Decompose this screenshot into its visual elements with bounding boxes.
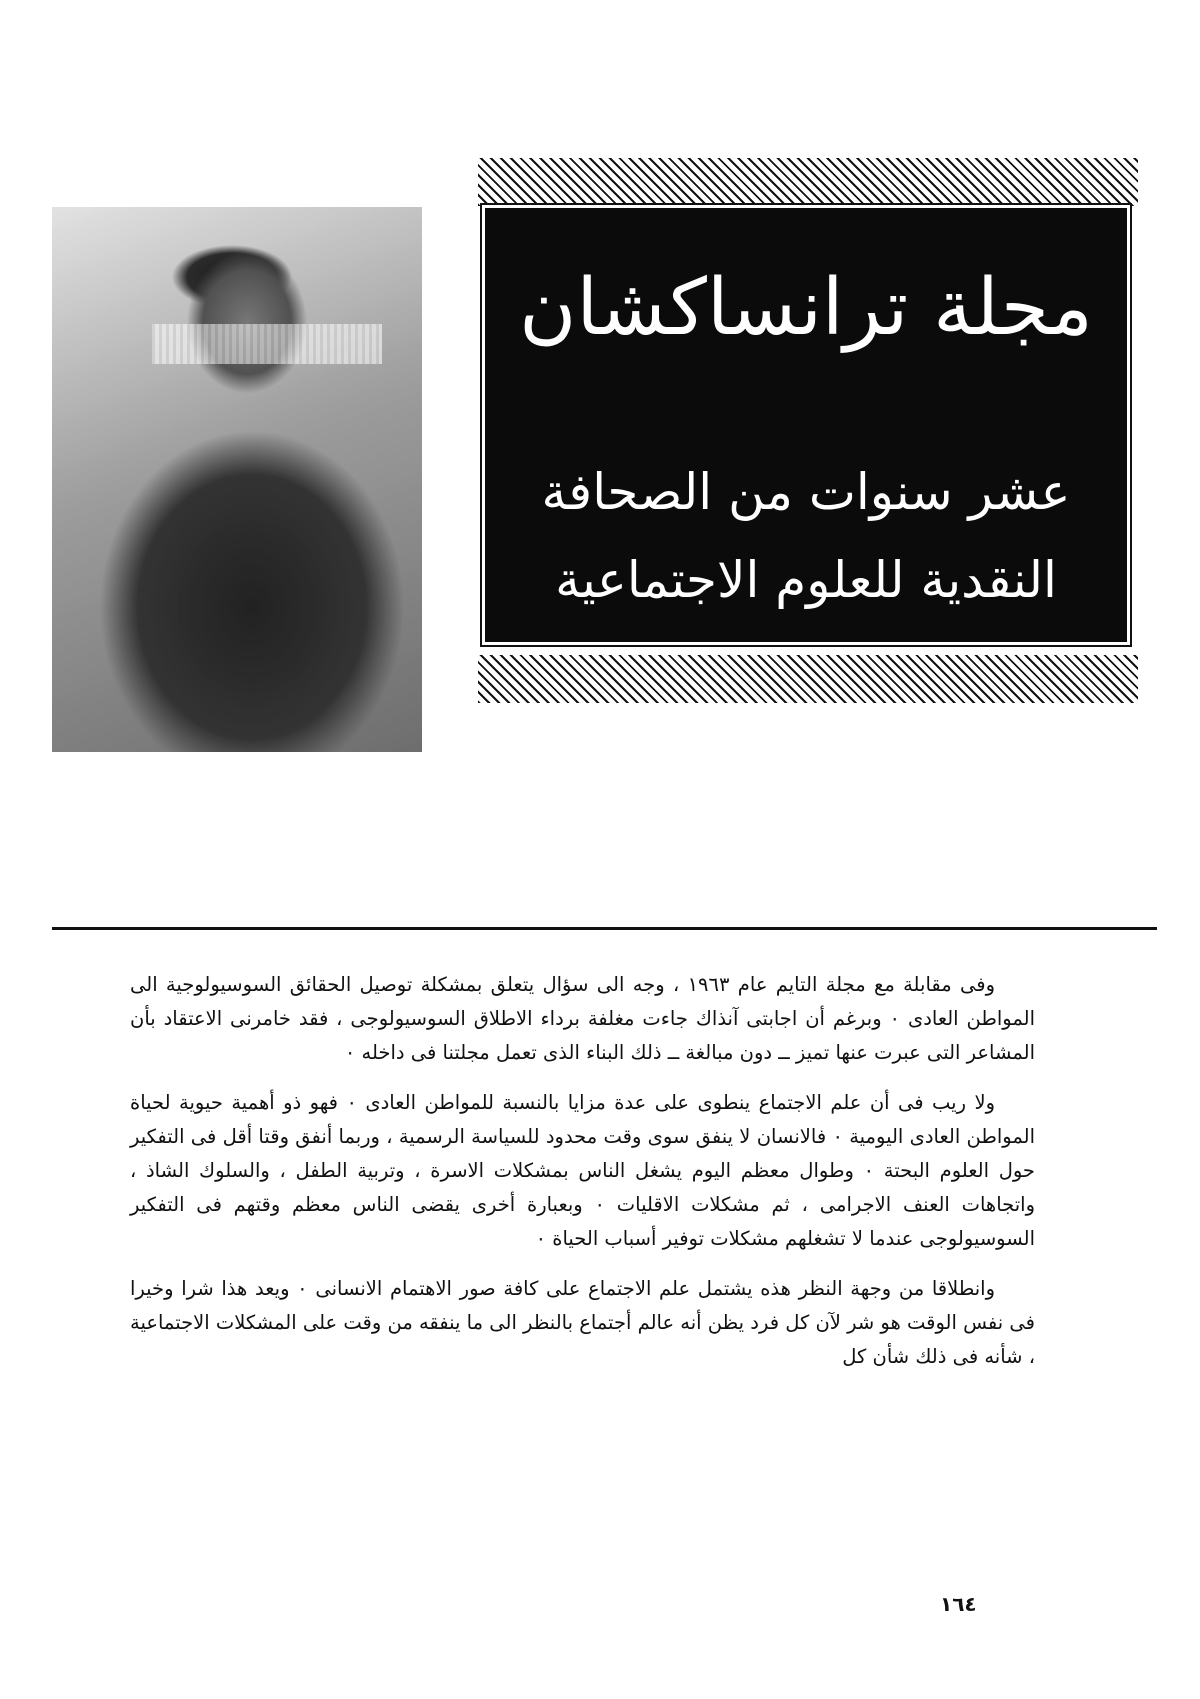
title-hatch-bottom: [478, 655, 1138, 703]
page-number: ١٦٤: [940, 1592, 977, 1616]
magazine-title: مجلة ترانساكشان: [519, 263, 1093, 353]
title-box: [482, 205, 1130, 645]
article-body: [130, 968, 1035, 1390]
paragraph-1: وفى مقابلة مع مجلة التايم عام ١٩٦٣ ، وجه الى سؤال يتعلق بمشكلة توصيل الحقائق السوسيولوجية الى المواطن العادى ٠ وبرغم أن اجابتى آنذاك جاءت مغلفة برداء الاطلاق السوسيولوجى ، فقد خامرنى الاعتقاد بأن المشاعر التى عبرت عنها تميز ــ دون مبالغة ــ ذلك البناء الذى تعمل مجلتنا فى داخله ٠: [130, 973, 1035, 1064]
paragraph-3: وانطلاقا من وجهة النظر هذه يشتمل علم الاجتماع على كافة صور الاهتمام الانسانى ٠ ويعد هذا شرا وخيرا فى نفس الوقت هو شر لآن كل فرد يظن أنه عالم أجتماع بالنظر الى ما ينفقه من وقت على المشكلات الاجتماعية ، شأنه فى ذلك شأن كل: [130, 1277, 1035, 1368]
paragraph-2: ولا ريب فى أن علم الاجتماع ينطوى على عدة مزايا بالنسبة للمواطن العادى ٠ فهو ذو أهمية حيوية لحياة المواطن العادى اليومية ٠ فالانسان لا ينفق سوى وقت محدود للسياسة الرسمية ، وربما أنفق وقتا أقل فى التفكير حول العلوم البحتة ٠ وطوال معظم اليوم يشغل الناس بمشكلات الاسرة ، وتربية الطفل ، والسلوك الشاذ ، واتجاهات العنف الاجرامى ، ثم مشكلات الاقليات ٠ وبعبارة أخرى يقضى الناس معظم وقتهم فى التفكير السوسيولوجى عندما لا تشغلهم مشكلات توفير أسباب الحياة ٠: [130, 1091, 1036, 1250]
subtitle-line-2: النقدية للعلوم الاجتماعية: [555, 551, 1057, 609]
portrait-photo: [52, 207, 422, 752]
photo-texture: [152, 324, 382, 364]
title-hatch-top: [478, 158, 1138, 206]
subtitle-line-1: عشر سنوات من الصحافة: [541, 463, 1071, 521]
magazine-subtitle: [485, 448, 1127, 624]
section-divider: [52, 927, 1157, 930]
